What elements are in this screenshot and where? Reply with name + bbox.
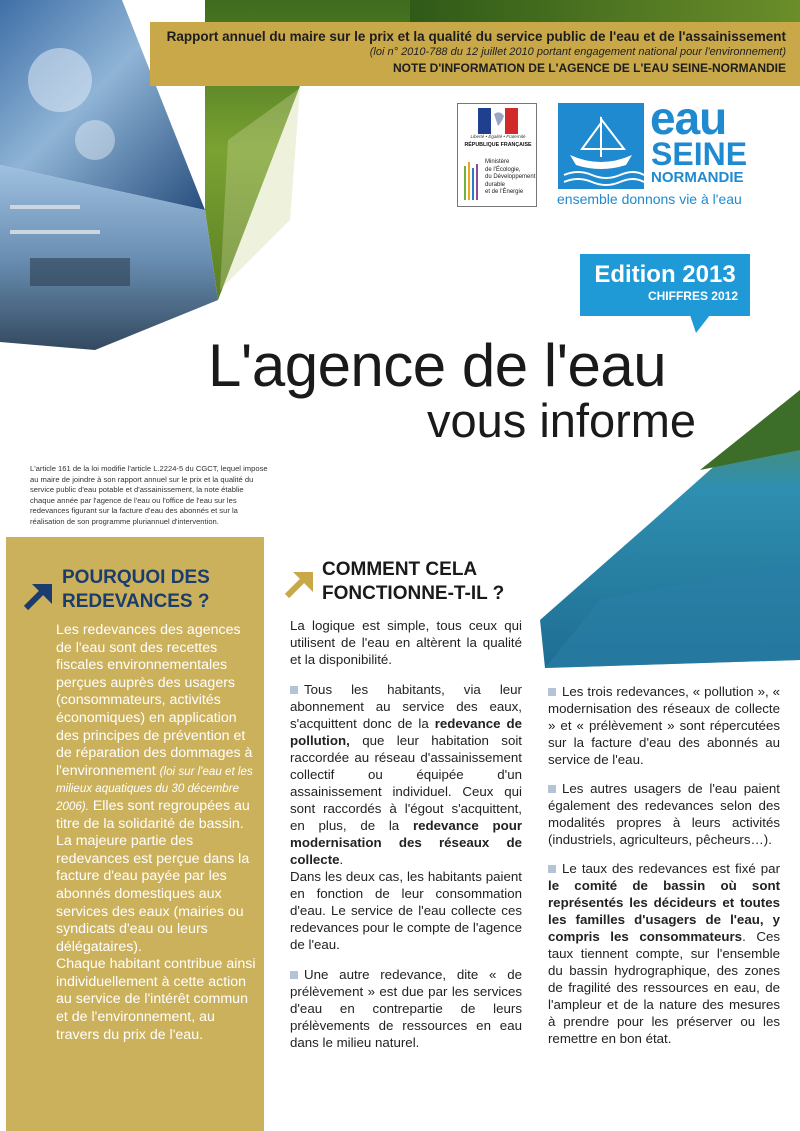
page-title: L'agence de l'eau (208, 332, 667, 399)
bullet-square-icon (548, 865, 556, 873)
header-banner (150, 22, 800, 86)
edition-subtitle: CHIFFRES 2012 (647, 289, 738, 303)
arrow-icon (283, 570, 315, 598)
boat-logo-icon (558, 103, 644, 189)
pourquoi-heading: POURQUOI DES REDEVANCES ? (62, 567, 210, 612)
arrow-icon (22, 582, 54, 610)
ministry-name: Ministère de l'Écologie, du Développement durable et de l'Énergie (485, 159, 536, 195)
republique-motto: Liberté • Égalité • Fraternité (470, 134, 526, 139)
comment-heading: COMMENT CELA FONCTIONNE-T-IL ? (322, 559, 505, 604)
logo-eau: eau (650, 92, 727, 144)
speech-tail-icon (690, 315, 710, 333)
comment-paragraph: Tous les habitants, via leur abonnement au service des eaux, s'acquittent donc de la redevance de pollution, que leur habitation soit raccordée au réseau d'assainissement collectif ou équipée d'un assainissement individuel. Ceux qui sont raccordés à l'égout s'acquittent, en plus, de la redevance pour modernisation des réseaux de collecte. Dans les deux cas, les habitants paient en fonction de leur consommation d'eau. Le service de l'eau collecte ces redevances pour le compte de l'agence de l'eau. (290, 682, 522, 952)
bullet-square-icon (548, 688, 556, 696)
edition-badge (580, 254, 750, 316)
marianne-icon (478, 108, 518, 134)
logo-seine: SEINE (651, 136, 748, 172)
banner-law-reference: (loi n° 2010-788 du 12 juillet 2010 portant engagement national pour l'environnement) (369, 46, 786, 58)
comment-paragraph: Les trois redevances, « pollution », « modernisation des réseaux de collecte » et « prélèvement » sont répercutées sur la facture d'eau des abonnés au service de l'eau. (548, 684, 780, 767)
banner-title: Rapport annuel du maire sur le prix et la qualité du service public de l'eau et de l'assainissement (166, 29, 786, 44)
logo-normandie: NORMANDIE (651, 169, 744, 186)
bullet-square-icon (548, 785, 556, 793)
republique-francaise-logo (457, 103, 537, 207)
comment-intro: La logique est simple, tous ceux qui utilisent de l'eau en altèrent la qualité et la disponibilité. (290, 618, 522, 667)
comment-paragraph: Le taux des redevances est fixé par le comité de bassin où sont représentés les décideurs et toutes les familles d'usagers de l'eau, y compris les consommateurs. Ces taux tiennent compte, sur l'ensemble du bassin hydrographique, des zones de fragilité des ressources en eau, de l'ampleur et de la nature des mesures à prendre pour les préserver ou les remettre en bon état. (548, 861, 780, 1046)
bullet-square-icon (290, 971, 298, 979)
logo-tagline: ensemble donnons vie à l'eau (557, 191, 742, 207)
ministry-stripes-icon (464, 160, 480, 200)
page-subtitle: vous informe (427, 394, 697, 447)
comment-text-right (548, 683, 780, 1059)
republique-name: RÉPUBLIQUE FRANÇAISE (464, 142, 532, 148)
comment-paragraph: Une autre redevance, dite « de prélèvement » est due par les services d'eau en contrepartie de leurs prélèvements de ressources en eau dans le milieu naturel. (290, 967, 522, 1050)
comment-paragraph: Les autres usagers de l'eau paient également des redevances selon des modalités propres à leurs activités (industriels, agriculteurs, pêcheurs…). (548, 781, 780, 847)
banner-subtitle: NOTE D'INFORMATION DE L'AGENCE DE L'EAU SEINE-NORMANDIE (392, 61, 786, 75)
edition-title: Edition 2013 (594, 261, 736, 288)
bullet-square-icon (290, 686, 298, 694)
legal-note: L'article 161 de la loi modifie l'article L.2224-5 du CGCT, lequel impose au maire de joindre à son rapport annuel sur le prix et la qualité du service public d'eau potable et d'assainissement, la note établie chaque année par l'agence de l'eau ou l'office de l'eau sur les redevances figurant sur la facture d'eau des abonnés et sur la réalisation de son programme pluriannuel d'intervention. (30, 464, 268, 526)
pourquoi-text: Les redevances des agences de l'eau sont des recettes fiscales environnementales perçues auprès des usagers (consommateurs, activités économiques) en application des principes de prévention et de réparation des dommages à l'environnement (loi sur l'eau et les milieux aquatiques du 30 décembre 2006). Elles sont regroupées au titre de la solidarité de bassin. La majeure partie des redevances est perçue dans la facture d'eau payée par les abonnés domestiques aux services des eaux (mairies ou syndicats d'eau ou leurs délégataires). Chaque habitant contribue ainsi individuellement à cette action au service de l'intérêt commun et de l'environnement, au travers du prix de l'eau. (56, 622, 256, 1043)
comment-text (290, 617, 522, 1064)
